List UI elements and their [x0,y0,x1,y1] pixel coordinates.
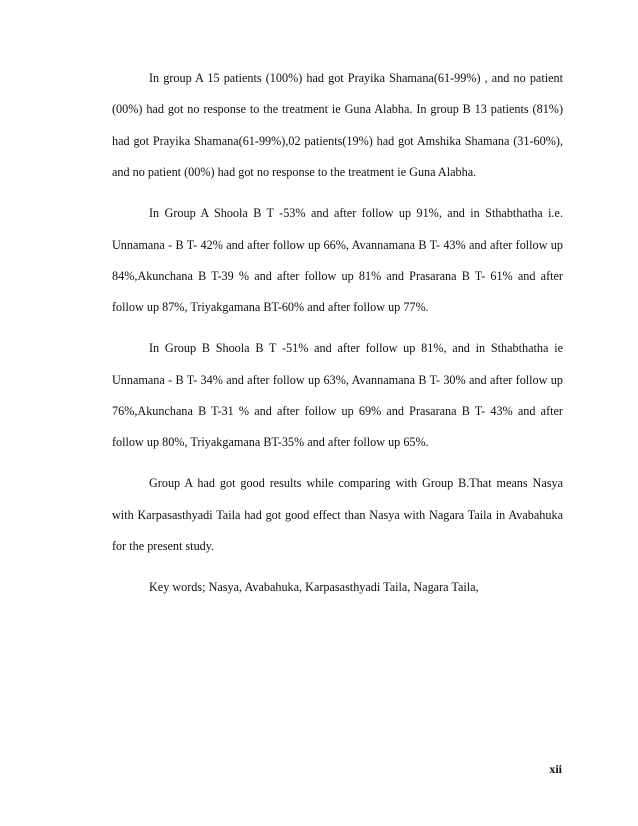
paragraph-keywords: Key words; Nasya, Avabahuka, Karpasasthyadi Taila, Nagara Taila, [149,580,479,595]
body-text [112,63,563,604]
paragraph-group-a-details: In Group A Shoola B T -53% and after follow up 91%, and in Sthabthatha i.e. Unnamana - B T- 42% and after follow up 66%, Avannamana B T- 43% and after follow up 84%,Akunchana B T-39 % and after follow up 81% and Prasarana B T- 61% and after follow up 87%, Triyakgamana BT-60% and after follow up 77%. [112,206,563,315]
paragraph-group-results: In group A 15 patients (100%) had got Prayika Shamana(61-99%) , and no patient (00%) had got no response to the treatment ie Guna Alabha. In group B 13 patients (81%) had got Prayika Shamana(61-99%),02 patients(19%) had got Amshika Shamana (31-60%), and no patient (00%) had got no response to the treatment ie Guna Alabha. [112,71,563,180]
page-number: xii [549,762,562,776]
paragraph-conclusion: Group A had got good results while comparing with Group B.That means Nasya with Karpasasthyadi Taila had got good effect than Nasya with Nagara Taila in Avabahuka for the present study. [112,476,563,554]
paragraph-group-b-details: In Group B Shoola B T -51% and after follow up 81%, and in Sthabthatha ie Unnamana - B T- 34% and after follow up 63%, Avannamana B T- 30% and after follow up 76%,Akunchana B T-31 % and after follow up 69% and Prasarana B T- 43% and after follow up 80%, Triyakgamana BT-35% and after follow up 65%. [112,341,563,450]
